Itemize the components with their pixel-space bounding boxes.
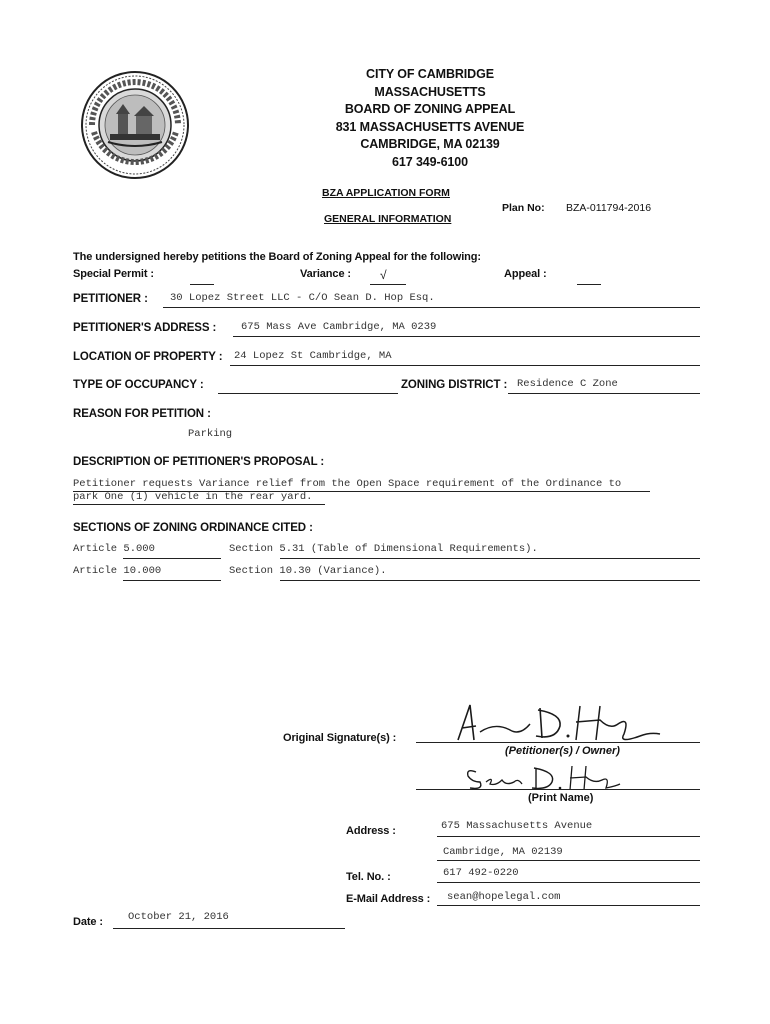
city-header: [280, 66, 580, 171]
address-line-2: Cambridge, MA 02139: [443, 846, 563, 858]
intro-text: The undersigned hereby petitions the Board of Zoning Appeal for the following:: [73, 251, 481, 263]
header-line-state: MASSACHUSETTS: [374, 84, 486, 99]
header-line-street: 831 MASSACHUSETTS AVENUE: [335, 119, 525, 134]
variance-line: [370, 284, 406, 285]
tel-rule: [437, 882, 700, 883]
tel-label: Tel. No. :: [346, 871, 391, 883]
print-name-line: [416, 789, 700, 790]
petitioner-line: [163, 307, 700, 308]
header-line-board: BOARD OF ZONING APPEAL: [344, 102, 516, 116]
description-line-2: park One (1) vehicle in the rear yard.: [73, 491, 313, 503]
location-label: LOCATION OF PROPERTY :: [73, 351, 223, 363]
description-line-1: Petitioner requests Variance relief from the Open Space requirement of the Ordinance to: [73, 478, 622, 490]
date-rule: [113, 928, 345, 929]
header-line-city: CITY OF CAMBRIDGE: [366, 67, 494, 81]
form-title: BZA APPLICATION FORM: [322, 187, 450, 199]
city-seal: [80, 70, 190, 180]
address-line-2-rule: [437, 860, 700, 861]
address-label: Address :: [346, 825, 396, 837]
email-label: E-Mail Address :: [346, 893, 431, 905]
special-permit-label: Special Permit :: [73, 268, 154, 280]
form-subtitle: GENERAL INFORMATION: [324, 213, 452, 225]
plan-no-value: BZA-011794-2016: [566, 202, 652, 214]
section-text-1: Section 5.31 (Table of Dimensional Requirements).: [229, 543, 538, 555]
section-text-2: Section 10.30 (Variance).: [229, 565, 387, 577]
email-rule: [437, 905, 700, 906]
date-label: Date :: [73, 916, 103, 928]
location-line: [230, 365, 700, 366]
petitioner-label: PETITIONER :: [73, 293, 148, 305]
signature-line: [416, 742, 700, 743]
variance-checkmark: √: [380, 268, 387, 282]
location-value: 24 Lopez St Cambridge, MA: [234, 350, 392, 362]
date-value: October 21, 2016: [128, 911, 229, 923]
reason-label: REASON FOR PETITION :: [73, 408, 211, 420]
plan-no-label: Plan No:: [502, 202, 545, 214]
section-article-2-rule: [123, 580, 221, 581]
email-value: sean@hopelegal.com: [447, 891, 561, 903]
description-label: DESCRIPTION OF PETITIONER'S PROPOSAL :: [73, 456, 325, 468]
reason-value: Parking: [188, 428, 233, 440]
description-line-2-rule: [73, 504, 325, 505]
section-article-2: Article 10.000: [73, 565, 162, 577]
header-line-phone: 617 349-6100: [392, 154, 468, 169]
petitioner-address-line: [233, 336, 700, 337]
occupancy-label: TYPE OF OCCUPANCY :: [73, 379, 204, 391]
tel-value: 617 492-0220: [443, 867, 519, 879]
section-text-2-rule: [280, 580, 700, 581]
petitioner-address-value: 675 Mass Ave Cambridge, MA 0239: [241, 321, 437, 333]
print-name-caption: (Print Name): [528, 792, 594, 804]
section-text-1-rule: [280, 558, 700, 559]
petitioner-address-label: PETITIONER'S ADDRESS :: [73, 322, 217, 334]
section-article-1: Article 5.000: [73, 543, 155, 555]
variance-label: Variance :: [300, 268, 351, 280]
occupancy-line: [218, 393, 398, 394]
section-article-1-rule: [123, 558, 221, 559]
petitioner-value: 30 Lopez Street LLC - C/O Sean D. Hop Esq.: [170, 292, 435, 304]
zoning-district-value: Residence C Zone: [517, 378, 618, 390]
original-signature-label: Original Signature(s) :: [283, 732, 397, 744]
special-permit-line: [190, 284, 214, 285]
appeal-line: [577, 284, 601, 285]
header-line-citystate: CAMBRIDGE, MA 02139: [360, 137, 500, 151]
sections-label: SECTIONS OF ZONING ORDINANCE CITED :: [73, 522, 313, 534]
address-line-1: 675 Massachusetts Avenue: [441, 820, 593, 832]
zoning-district-label: ZONING DISTRICT :: [401, 379, 508, 391]
petitioner-owner-caption: (Petitioner(s) / Owner): [505, 745, 620, 757]
address-line-1-rule: [437, 836, 700, 837]
zoning-district-line: [508, 393, 700, 394]
appeal-label: Appeal :: [504, 268, 547, 280]
